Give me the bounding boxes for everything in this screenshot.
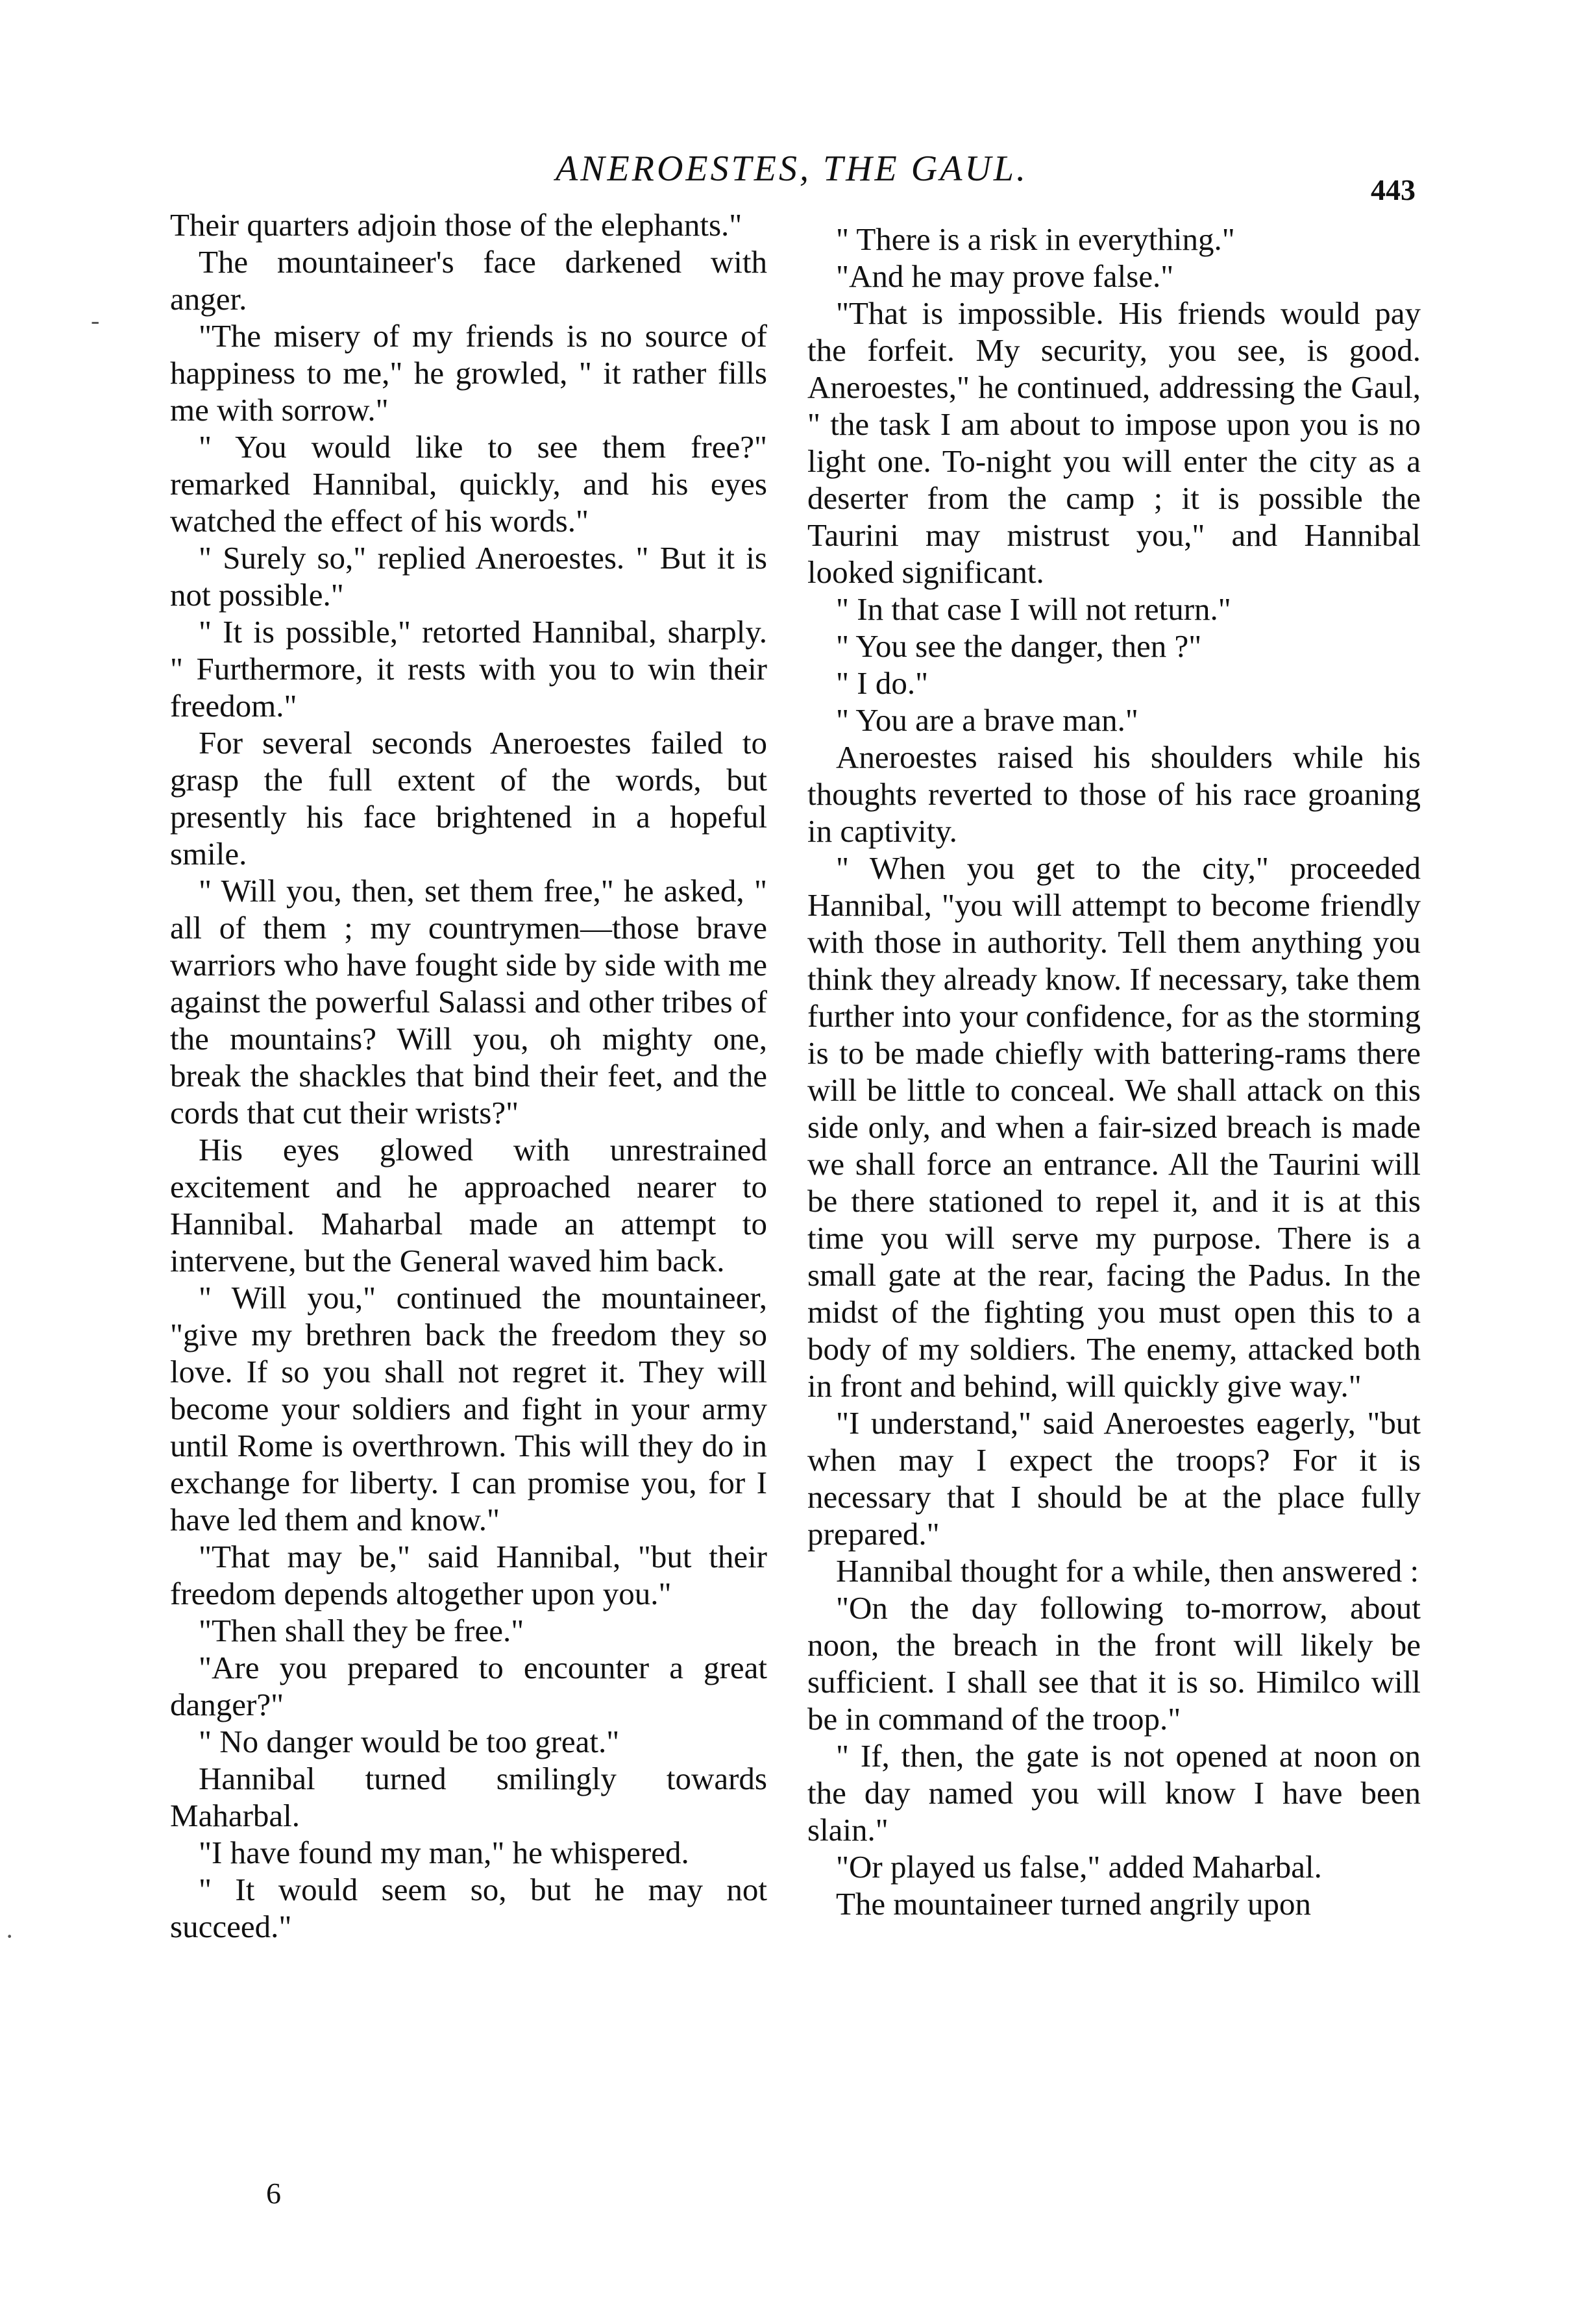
paragraph: " You are a brave man." <box>836 702 1138 738</box>
paragraph: His eyes glowed with unrestrained excitement and he approached nearer to Hannibal. Maharbal made an attempt to intervene, but the General waved him back. <box>170 1132 767 1278</box>
paragraph: Hannibal thought for a while, then answered : <box>836 1553 1419 1589</box>
paragraph: " You see the danger, then ?" <box>836 628 1202 664</box>
paragraph: Their quarters adjoin those of the elephants." <box>170 207 742 243</box>
paragraph: "I understand," said Aneroestes eagerly, "but when may I expect the troops? For it is necessary that I should be at the place fully prepared." <box>807 1405 1421 1552</box>
stray-ink-mark: · <box>5 1922 14 1951</box>
paragraph: "I have found my man," he whispered. <box>199 1835 689 1870</box>
paragraph: "Or played us false," added Maharbal. <box>836 1849 1322 1885</box>
stray-ink-mark: - <box>91 306 100 335</box>
paragraph: " In that case I will not return." <box>836 591 1231 627</box>
paragraph: " There is a risk in everything." <box>836 221 1235 257</box>
right-column <box>807 221 1421 1922</box>
paragraph: "Then shall they be free." <box>199 1613 524 1648</box>
page-number: 443 <box>1371 173 1416 206</box>
signature-mark: 6 <box>266 2177 281 2210</box>
paragraph: " You would like to see them free?" remarked Hannibal, quickly, and his eyes watched the effect of his words." <box>170 429 767 539</box>
left-column <box>170 206 767 1945</box>
paragraph: "That may be," said Hannibal, "but their freedom depends altogether upon you." <box>170 1539 767 1611</box>
paragraph: The mountaineer's face darkened with anger. <box>170 244 767 317</box>
paragraph: " I do." <box>836 665 929 701</box>
running-title: ANEROESTES, THE GAUL. <box>556 149 1028 189</box>
paragraph: Aneroestes raised his shoulders while his thoughts reverted to those of his race groaning in captivity. <box>807 739 1421 849</box>
paragraph: The mountaineer turned angrily upon <box>836 1886 1312 1922</box>
paragraph: " It would seem so, but he may not succeed." <box>170 1872 767 1944</box>
paragraph: Hannibal turned smilingly towards Maharbal. <box>170 1761 767 1833</box>
paragraph: "On the day following to-morrow, about noon, the breach in the front will likely be sufficient. I shall see that it is so. Himilco will be in command of the troop." <box>807 1590 1421 1737</box>
paragraph: For several seconds Aneroestes failed to grasp the full extent of the words, but presently his face brightened in a hopeful smile. <box>170 725 767 872</box>
paragraph: "Are you prepared to encounter a great danger?" <box>170 1650 767 1722</box>
paragraph: " No danger would be too great." <box>199 1724 620 1759</box>
paragraph: " Surely so," replied Aneroestes. " But it is not possible." <box>170 540 767 613</box>
paragraph: "That is impossible. His friends would pay the forfeit. My security, you see, is good. Aneroestes," he continued, addressing the Gaul, " the task I am about to impose upon you is no light one. To-night you will enter the city as a deserter from the camp ; it is possible the Taurini may mistrust you," and Hannibal looked significant. <box>807 295 1421 590</box>
paragraph: " It is possible," retorted Hannibal, sharply. " Furthermore, it rests with you to win their freedom." <box>170 614 767 724</box>
paragraph: " Will you," continued the mountaineer, "give my brethren back the freedom they so love. If so you shall not regret it. They will become your soldiers and fight in your army until Rome is overthrown. This will they do in exchange for liberty. I can promise you, for I have led them and know." <box>170 1280 767 1537</box>
paragraph: "The misery of my friends is no source of happiness to me," he growled, " it rather fills me with sorrow." <box>170 318 767 428</box>
paragraph: " Will you, then, set them free," he asked, " all of them ; my countrymen—those brave warriors who have fought side by side with me against the powerful Salassi and other tribes of the mountains? Will you, oh mighty one, break the shackles that bind their feet, and the cords that cut their wrists?" <box>170 873 767 1131</box>
paragraph: " If, then, the gate is not opened at noon on the day named you will know I have been slain." <box>807 1738 1421 1848</box>
paragraph: " When you get to the city," proceeded Hannibal, "you will attempt to become friendly with those in authority. Tell them anything you think they already know. If necessary, take them further into your confidence, for as the storming is to be made chiefly with battering-rams there will be little to conceal. We shall attack on this side only, and when a fair-sized breach is made we shall force an entrance. All the Taurini will be there stationed to repel it, and it is at this time you will serve my purpose. There is a small gate at the rear, facing the Padus. In the midst of the fighting you must open this to a body of my soldiers. The enemy, attacked both in front and behind, will quickly give way." <box>807 850 1421 1404</box>
paragraph: "And he may prove false." <box>836 258 1174 294</box>
